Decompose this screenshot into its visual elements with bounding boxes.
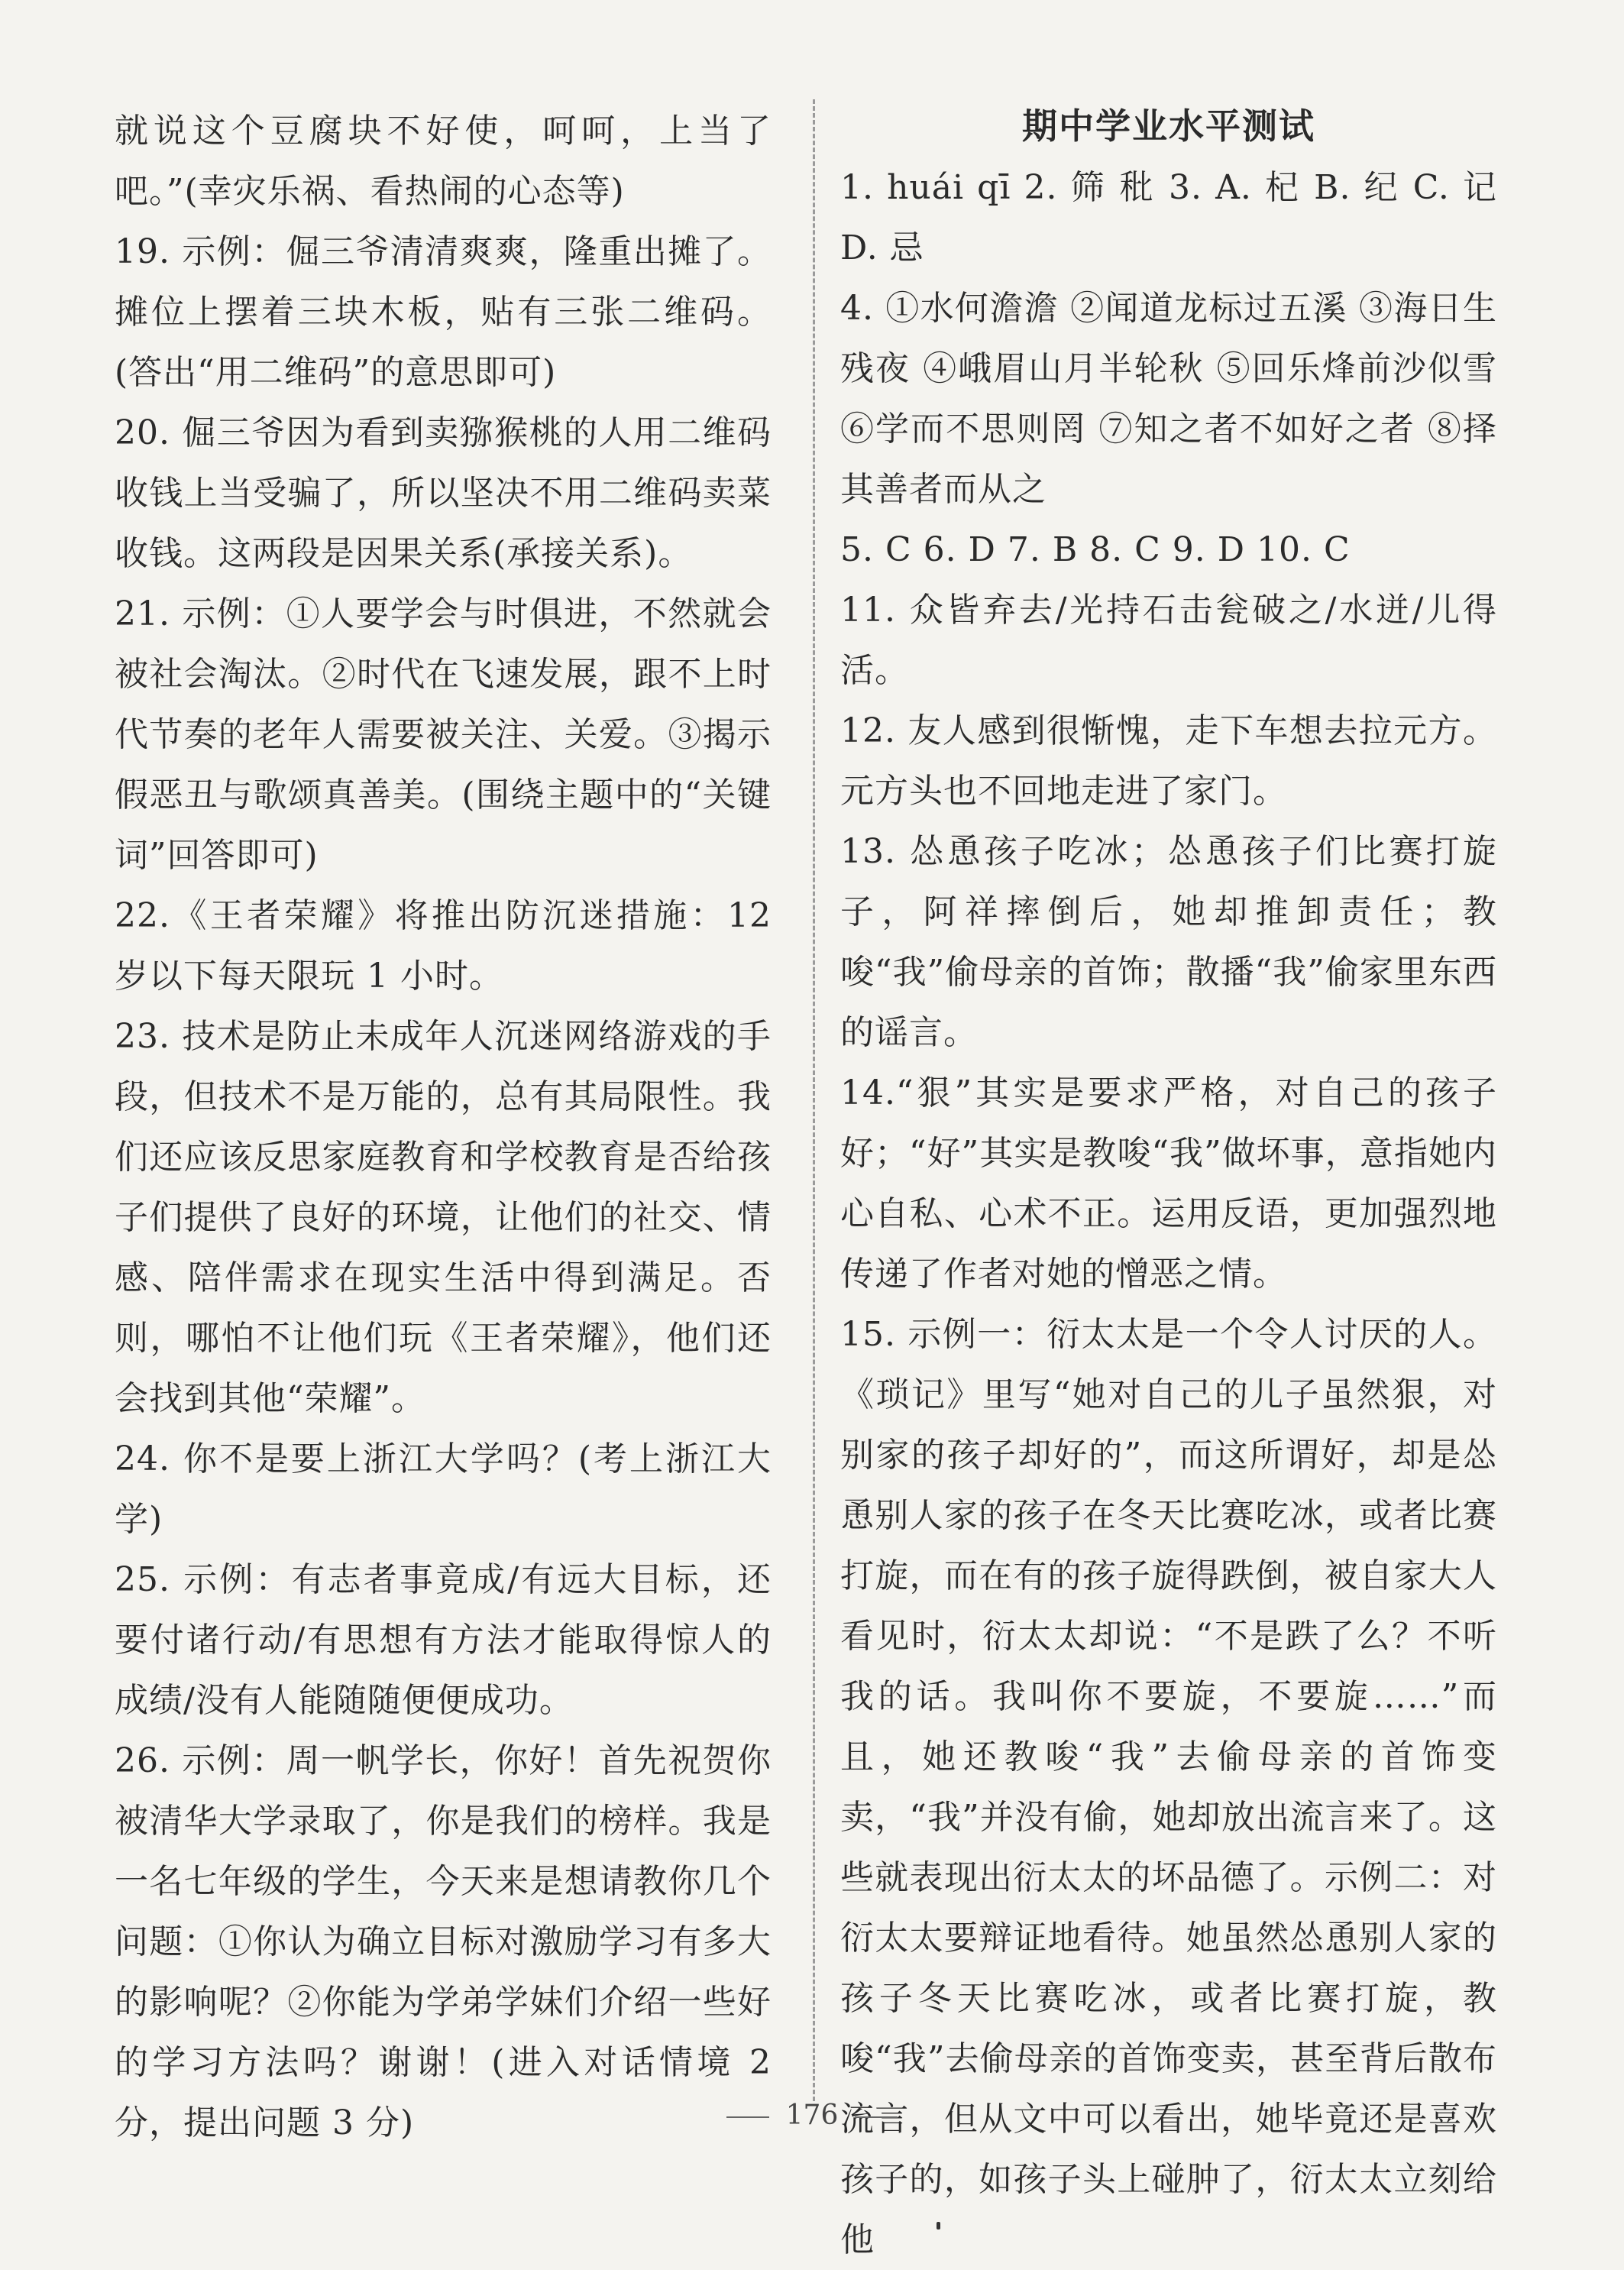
scan-mark	[937, 2222, 940, 2230]
answer-11: 11. 众皆弃去/光持石击瓮破之/水迸/儿得活。	[840, 591, 1497, 690]
answer-24: 24. 你不是要上浙江大学吗？(考上浙江大学)	[115, 1439, 772, 1539]
footer-dash-left	[726, 2116, 769, 2118]
answer-13: 13. 怂恿孩子吃冰；怂恿孩子们比赛打旋子，阿祥摔倒后，她却推卸责任；教唆“我”偷母亲的首饰；散播“我”偷家里东西的谣言。	[840, 832, 1497, 1052]
answer-20: 20. 倔三爷因为看到卖猕猴桃的人用二维码收钱上当受骗了，所以坚决不用二维码卖菜收钱。这两段是因果关系(承接关系)。	[115, 413, 772, 573]
page-number: 176	[785, 2100, 839, 2131]
footer-dash-right	[855, 2116, 898, 2118]
answer-26: 26. 示例：周一帆学长，你好！首先祝贺你被清华大学录取了，你是我们的榜样。我是一名七年级的学生，今天来是想请教你几个问题：①你认为确立目标对激励学习有多大的影响呢？②你能为学弟学妹们介绍一些好的学习方法吗？谢谢！(进入对话情境 2 分，提出问题 3 分)	[115, 1741, 772, 2142]
right-answer-column	[840, 95, 1497, 2270]
left-answer-column	[115, 101, 772, 2153]
answer-18-tail: 就说这个豆腐块不好使，呵呵，上当了吧。”(幸灾乐祸、看热闹的心态等)	[115, 112, 772, 211]
page-footer	[0, 2100, 1624, 2131]
answer-4: 4. ①水何澹澹 ②闻道龙标过五溪 ③海日生残夜 ④峨眉山月半轮秋 ⑤回乐烽前沙似雪 ⑥学而不思则罔 ⑦知之者不如好之者 ⑧择其善者而从之	[840, 289, 1497, 509]
answer-23: 23. 技术是防止未成年人沉迷网络游戏的手段，但技术不是万能的，总有其局限性。我们还应该反思家庭教育和学校教育是否给孩子们提供了良好的环境，让他们的社交、情感、陪伴需求在现实生活中得到满足。否则，哪怕不让他们玩《王者荣耀》，他们还会找到其他“荣耀”。	[115, 1017, 772, 1418]
section-title: 期中学业水平测试	[1022, 105, 1315, 147]
answer-5-10: 5. C 6. D 7. B 8. C 9. D 10. C	[840, 530, 1351, 569]
column-divider	[813, 99, 815, 2101]
answer-19: 19. 示例：倔三爷清清爽爽，隆重出摊了。摊位上摆着三块木板，贴有三张二维码。(答出“用二维码”的意思即可)	[115, 232, 772, 392]
answer-14: 14.“狠”其实是要求严格，对自己的孩子好；“好”其实是教唆“我”做坏事，意指她内心自私、心术不正。运用反语，更加强烈地传递了作者对她的憎恶之情。	[840, 1073, 1497, 1294]
answer-22: 22.《王者荣耀》将推出防沉迷措施：12 岁以下每天限玩 1 小时。	[115, 896, 772, 996]
answer-21: 21. 示例：①人要学会与时俱进，不然就会被社会淘汰。②时代在飞速发展，跟不上时代节奏的老年人需要被关注、关爱。③揭示假恶丑与歌颂真善美。(围绕主题中的“关键词”回答即可)	[115, 594, 772, 875]
answer-1-3: 1. huái qī 2. 筛 秕 3. A. 杞 B. 纪 C. 记 D. 忌	[840, 168, 1497, 267]
answer-12: 12. 友人感到很惭愧，走下车想去拉元方。元方头也不回地走进了家门。	[840, 711, 1497, 811]
answer-15: 15. 示例一：衍太太是一个令人讨厌的人。《琐记》里写“她对自己的儿子虽然狠，对别家的孩子却好的”，而这所谓好，却是怂恿别人家的孩子在冬天比赛吃冰，或者比赛打旋，而在有的孩子旋得跌倒，被自家大人看见时，衍太太却说：“不是跌了么？不听我的话。我叫你不要旋，不要旋……”而且，她还教唆“我”去偷母亲的首饰变卖，“我”并没有偷，她却放出流言来了。这些就表现出衍太太的坏品德了。示例二：对衍太太要辩证地看待。她虽然怂恿别人家的孩子冬天比赛吃冰，或者比赛打旋，教唆“我”去偷母亲的首饰变卖，甚至背后散布流言，但从文中可以看出，她毕竟还是喜欢孩子的，如孩子头上碰肿了，衍太太立刻给他	[840, 1315, 1497, 2259]
answer-25: 25. 示例：有志者事竟成/有远大目标，还要付诸行动/有思想有方法才能取得惊人的成绩/没有人能随随便便成功。	[115, 1560, 772, 1720]
